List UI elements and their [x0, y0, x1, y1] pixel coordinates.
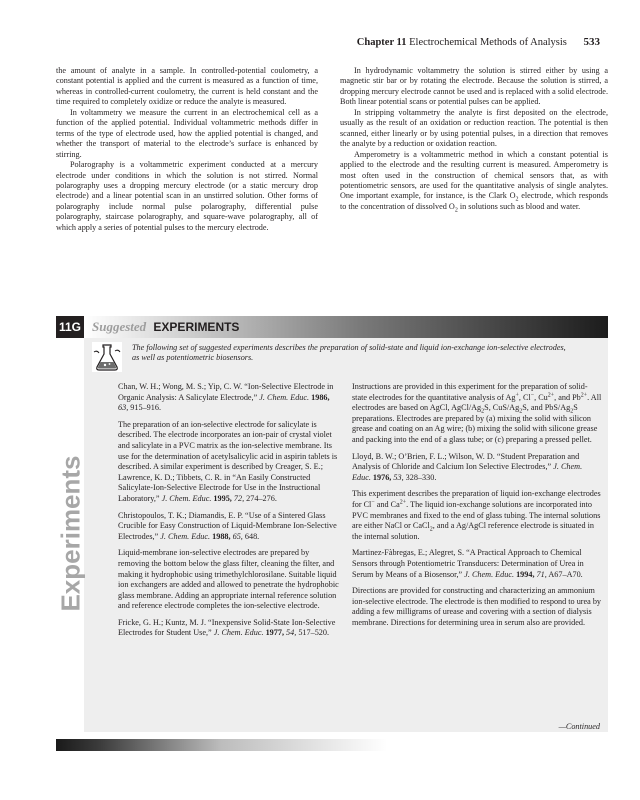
description-text: S preparations. Electrodes are prepared by (a) mixing the solid with silicon grease and coating on an Ag wire; (b) mixing the solid with silicone grease and packing into the end of a glass tube; or (c) preparing a pressed pellet. — [352, 403, 598, 444]
journal-volume: 63, — [118, 403, 129, 413]
lab-flask-icon — [92, 342, 122, 372]
description-liquid-ion-exchange — [352, 489, 602, 542]
subscript: 2 — [570, 408, 574, 415]
journal-volume: 72, — [233, 493, 245, 503]
amperometry-text-c: in solutions such as blood and water. — [457, 201, 581, 211]
description-text: This experiment describes the preparation of liquid ion-exchange electrodes for Cl — [352, 489, 601, 509]
journal-name: J. Chem. Educ. — [352, 462, 583, 482]
subscript-2: 2 — [454, 207, 458, 214]
reference-title: Christopoulos, T. K.; Diamandis, E. P. “Use of a Sintered Glass Crucible for Easy Construction of Liquid-Membrane Ion-Selective Electrodes,” — [118, 510, 337, 541]
journal-year: 1977, — [265, 628, 284, 638]
journal-volume: 54, — [286, 628, 297, 638]
subscript-2: 2 — [515, 197, 519, 204]
experiments-intro: The following set of suggested experiments describes the preparation of solid-state and liquid ion-exchange ion-selective electrodes, as well as potentiometric biosensors. — [132, 343, 566, 363]
description-text: , Cu — [534, 392, 548, 402]
reference-chan — [118, 382, 340, 414]
description-solid-state — [352, 382, 602, 446]
continued-label: —Continued — [558, 722, 600, 731]
description-text: The preparation of an ion-selective electrode for salicylate is described. The electrode incorporates an ion-pair of crystal violet and salicylate in a PVC matrix as the ion-selective membrane. Its use for the determination of acetylsalicylic acid in aspirin tablets is described. A similar experiment is described by Creager, S. E.; Lawrence, K. D.; Tibbets, C. R. in “An Easily Constructed Salicylate-Ion-Selective Electrode for Use in the Instructional Laboratory,” — [118, 419, 338, 503]
running-header — [357, 36, 600, 48]
superscript: 2+ — [399, 499, 407, 506]
superscript: − — [530, 391, 535, 398]
reference-title: Martinez-Fàbregas, E.; Alegret, S. “A Practical Approach to Chemical Sensors through Potentiometric Transducers: Determination of Urea in Serum by Means of a Biosensor,” — [352, 548, 584, 579]
description-text: , and Pb — [554, 392, 581, 402]
reference-martinez — [352, 548, 602, 580]
journal-volume: 65, — [232, 531, 243, 541]
journal-volume: 53, — [393, 472, 404, 482]
paragraph-voltammetry: In voltammetry we measure the current in an electrochemical cell as a function of the applied potential. Individual voltammetric methods differ in terms of the type of electrode used, how the applied potential is changed, and whether the transport of material to the electrode’s surface is enhanced by stirring. — [56, 107, 318, 159]
subscript: 2 — [519, 408, 523, 415]
description-text: . The liquid ion-exchange solutions are incorporated into PVC membranes and fixed to the end of glass tubing. The internal solutions are either NaCl or CaCl — [352, 499, 601, 531]
experiments-column-left — [118, 382, 340, 645]
summary-column-left — [56, 66, 318, 233]
chapter-title: Electrochemical Methods of Analysis — [409, 37, 567, 48]
journal-name: J. Chem. Educ. — [160, 531, 211, 541]
description-text: . All electrodes are based on AgCl, AgCl/Ag — [352, 392, 602, 413]
amperometry-text-b: electrode, which responds to the concentration of dissolved O — [340, 191, 608, 211]
reference-title: Lloyd, B. W.; O’Brien, F. L.; Wilson, W. D. “Student Preparation and Analysis of Chloride and Calcium Ion Selective Electrodes,” — [352, 451, 580, 472]
superscript: 2+ — [580, 391, 588, 398]
paragraph-polarography: Polarography is a voltammetric experiment conducted at a mercury electrode under conditions in which the solution is not stirred. Normal polarography uses a dropping mercury electrode (or a static mercury drop electrode) and a linear potential scan in an unstirred solution. Other forms of polarography include normal pulse polarography, differential pulse polarography, staircase polarography, and square-wave polarography, all of which apply a series of potential pulses to the mercury electrode. — [56, 160, 318, 232]
section-tag: 11G — [56, 316, 84, 338]
subscript: 2 — [429, 526, 433, 533]
journal-name: J. Chem. Educ. — [213, 628, 264, 638]
description-text: Instructions are provided in this experiment for the preparation of solid-state electrodes for the quantitative analysis of Ag — [352, 382, 588, 402]
journal-pages: 517–520. — [296, 628, 330, 638]
section-title-experiments: EXPERIMENTS — [153, 320, 240, 334]
journal-pages: 915–916. — [128, 403, 161, 413]
description-text: S, CuS/Ag — [484, 403, 520, 413]
paragraph-amperometry — [340, 150, 608, 213]
journal-year: 1986, — [311, 392, 330, 402]
reference-title: Fricke, G. H.; Kuntz, M. J. “Inexpensive Solid-State Ion-Selective Electrodes for Student Use,” — [118, 617, 336, 638]
description-text: and Ca — [374, 499, 400, 509]
description-text: S, and PbS/Ag — [522, 403, 571, 413]
reference-christopoulos — [118, 511, 340, 543]
bottom-gradient-bar — [56, 739, 608, 751]
paragraph-stripping: In stripping voltammetry the analyte is first deposited on the electrode, usually as the result of an oxidation or reduction reaction. The potential is then scanned, either linearly or by using potential pulses, in a direction that removes the analyte by a reduction or oxidation reaction. — [340, 107, 608, 149]
description-text: , Cl — [518, 392, 531, 402]
superscript: + — [515, 391, 519, 398]
paragraph-hydrodynamic: In hydrodynamic voltammetry the solution is stirred either by using a magnetic stir bar or by rotating the electrode. Because the solution is stirred, a dropping mercury electrode cannot be used and is replaced with a solid electrode. Both linear potential scans or potential pulses can be applied. — [340, 66, 608, 107]
summary-column-right — [340, 66, 608, 212]
journal-year: 1976, — [372, 472, 392, 482]
chapter-label: Chapter 11 — [356, 37, 407, 48]
side-label-container — [56, 338, 84, 732]
description-liquid-membrane: Liquid-membrane ion-selective electrodes are prepared by removing the bottom below the glass filter, cleaning the filter, and making it hydrophobic using trimethylchlorosilane. Suitable liquid ion exchangers are added and allowed to penetrate the hydrophobic glass membrane. Adding an appropriate internal reference solution and reference electrode completes the ion-selective electrode. — [118, 548, 339, 611]
reference-title: Chan, W. H.; Wong, M. S.; Yip, C. W. “Ion-Selective Electrode in Organic Analysis: A Salicylate Electrode,” — [118, 382, 334, 402]
journal-pages: 274–276. — [244, 493, 277, 503]
journal-name: J. Chem. Educ. — [464, 569, 515, 579]
journal-volume: 71, — [536, 569, 547, 579]
journal-pages: A67–A70. — [546, 569, 583, 579]
superscript: − — [371, 499, 375, 506]
journal-pages: 328–330. — [403, 472, 437, 482]
description-urea-biosensor: Directions are provided for constructing and characterizing an ammonium ion-selective electrode. The electrode is then modified to respond to urea by adding a few milligrams of urease and covering with a section of dialysis membrane. Directions for determining urea in serum also are provided. — [352, 586, 602, 627]
journal-year: 1995, — [213, 493, 232, 503]
subscript: 2 — [481, 408, 485, 415]
journal-name: J. Chem. Educ. — [161, 493, 212, 503]
page-number: 533 — [583, 36, 600, 48]
description-text: , and a Ag/AgCl reference electrode is situated in the internal solution. — [352, 521, 594, 541]
section-title — [92, 319, 239, 335]
superscript: 2+ — [547, 391, 555, 398]
journal-pages: 648. — [242, 531, 260, 541]
side-label: Experiments — [55, 455, 86, 612]
journal-name: J. Chem. Educ. — [259, 392, 310, 402]
journal-year: 1994, — [516, 569, 535, 579]
journal-year: 1988, — [212, 531, 231, 541]
paragraph-coulometry: the amount of analyte in a sample. In controlled-potential coulometry, a constant potential is applied and the current is measured as a function of time, whereas in controlled-current coulometry, the current is held constant and the time required to completely oxidize or reduce the analyte is measured. — [56, 66, 318, 107]
experiments-column-right — [352, 382, 602, 634]
description-salicylate — [118, 420, 340, 505]
amperometry-text-a: Amperometry is a voltammetric method in which a constant potential is applied to the electrode and the resulting current is measured. Amperometry is most often used in the construction of chemical sensors that, as with potentiometric sensors, are used for the quantitative analysis of single analytes. One important example, for instance, is the Clark O — [340, 149, 608, 201]
reference-fricke — [118, 618, 340, 639]
reference-lloyd — [352, 452, 602, 484]
section-title-suggested: Suggested — [92, 319, 147, 334]
